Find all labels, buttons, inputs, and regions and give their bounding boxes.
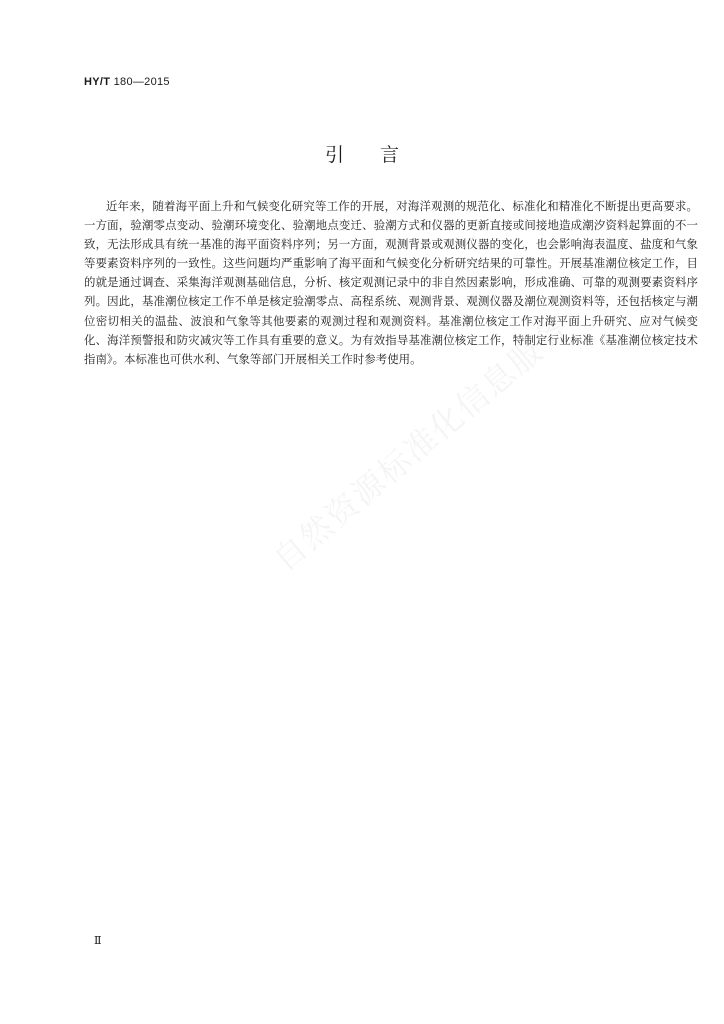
introduction-paragraph: 近年来，随着海平面上升和气候变化研究等工作的开展，对海洋观测的规范化、标准化和精准化不断提出更高要求。一方面，验潮零点变动、验潮环境变化、验潮地点变迁、验潮方式和仪器的更新直接或间接地造成潮汐资料起算面的不一致，无法形成具有统一基准的海平面资料序列；另一方面，观测背景或观测仪器的变化，也会影响海表温度、盐度和气象等要素资料序列的一致性。这些问题均严重影响了海平面和气候变化分析研究结果的可靠性。开展基准潮位核定工作，目的就是通过调查、采集海洋观测基础信息，分析、核定观测记录中的非自然因素影响，形成准确、可靠的观测要素资料序列。因此，基准潮位核定工作不单是核定验潮零点、高程系统、观测背景、观测仪器及潮位观测资料等，还包括核定与潮位密切相关的温盐、波浪和气象等其他要素的观测过程和观测资料。基准潮位核定工作对海平面上升研究、应对气候变化、海洋预警报和防灾减灾等工作具有重要的意义。为有效指导基准潮位核定工作，特制定行业标准《基准潮位核定技术指南》。本标准也可供水利、气象等部门开展相关工作时参考使用。 (84, 199, 698, 366)
standard-code (84, 76, 170, 88)
page-title: 引言 (324, 144, 435, 166)
page-number: Ⅱ (94, 934, 102, 947)
standard-prefix: HY/T (84, 76, 111, 88)
standard-number: 180—2015 (113, 76, 170, 88)
